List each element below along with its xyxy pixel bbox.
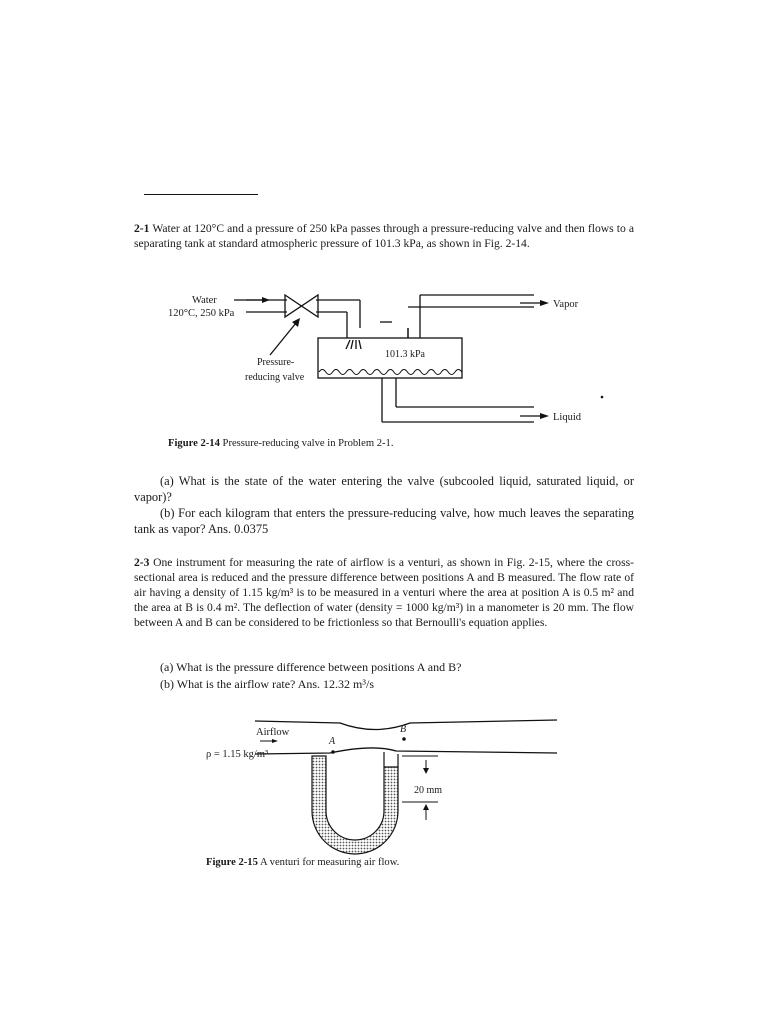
figure-2-15-caption bbox=[206, 857, 399, 868]
question-2-3-b: (b) What is the airflow rate? Ans. 12.32 m³/s bbox=[160, 677, 374, 691]
caption-number: Figure 2-15 bbox=[206, 857, 258, 868]
liquid-label: Liquid bbox=[553, 412, 581, 423]
water-conditions: 120°C, 250 kPa bbox=[168, 308, 235, 319]
problem-number: 2-1 bbox=[134, 222, 150, 235]
problem-text: One instrument for measuring the rate of airflow is a venturi, as shown in Fig. 2-15, where the cross-sectional area is reduced and the pressure difference between positions A and B measured. The flow rate of air having a density of 1.15 kg/m³ is to be measured in a venturi where the area at position A is 0.5 m² and the area at B is 0.4 m². The deflection of water (density = 1000 kg/m³) in a manometer is 20 mm. The flow between A and B can be considered to be frictionless so that Bernoulli's equation applies. bbox=[134, 556, 634, 629]
footnote-rule bbox=[144, 194, 258, 195]
caption-text: Pressure-reducing valve in Problem 2-1. bbox=[222, 438, 394, 449]
caption-number: Figure 2-14 bbox=[168, 438, 220, 449]
figure-2-15 bbox=[0, 712, 768, 862]
deflection-label: 20 mm bbox=[414, 785, 443, 796]
caption-text: A venturi for measuring air flow. bbox=[259, 857, 400, 868]
question-2-1-a: (a) What is the state of the water entering the valve (subcooled liquid, saturated liquid, or vapor)? bbox=[134, 474, 634, 504]
point-b-label: B bbox=[400, 724, 407, 735]
vapor-label: Vapor bbox=[553, 299, 579, 310]
question-2-3-a: (a) What is the pressure difference between positions A and B? bbox=[160, 660, 462, 674]
valve-label-line-1: Pressure- bbox=[257, 357, 295, 368]
valve-label-line-2: reducing valve bbox=[245, 372, 305, 383]
figure-2-14 bbox=[0, 285, 768, 435]
problem-2-3 bbox=[134, 555, 634, 630]
water-label: Water bbox=[192, 295, 217, 306]
density-label: ρ = 1.15 kg/m³ bbox=[206, 749, 269, 760]
tank-pressure-label: 101.3 kPa bbox=[385, 349, 425, 360]
problem-number: 2-3 bbox=[134, 556, 150, 569]
point-a-label: A bbox=[329, 736, 336, 747]
airflow-label: Airflow bbox=[256, 727, 290, 738]
figure-2-14-caption bbox=[168, 438, 393, 449]
problem-2-1 bbox=[134, 221, 634, 251]
problem-text: Water at 120°C and a pressure of 250 kPa passes through a pressure-reducing valve and then flows to a separating tank at standard atmospheric pressure of 101.3 kPa, as shown in Fig. 2-14. bbox=[134, 222, 634, 250]
question-2-1-b: (b) For each kilogram that enters the pressure-reducing valve, how much leaves the separating tank as vapor? Ans. 0.0375 bbox=[134, 506, 634, 536]
